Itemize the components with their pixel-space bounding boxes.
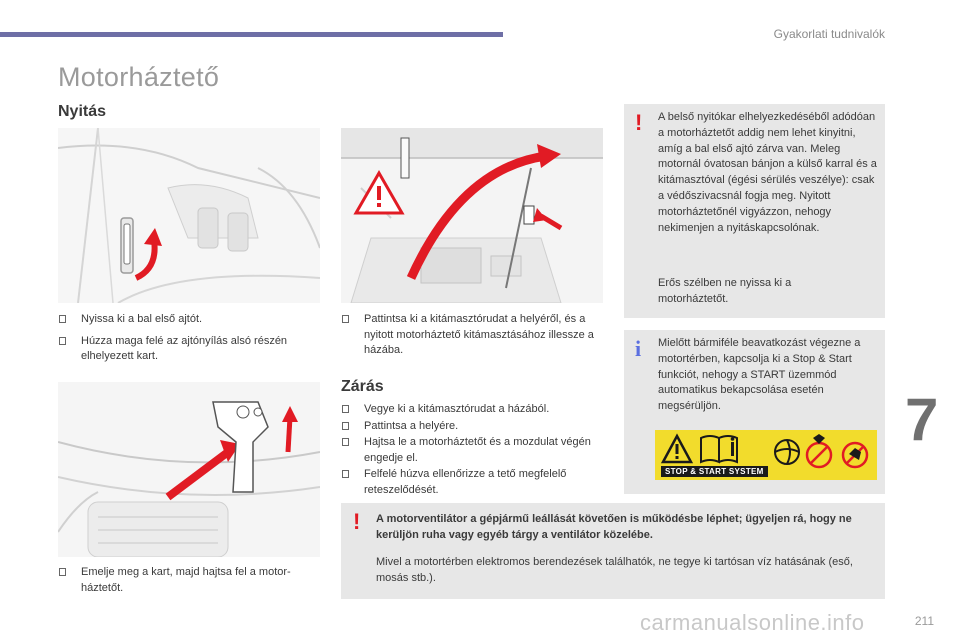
bullet-box-icon <box>342 470 349 478</box>
bottom-warning-bold: A motorventilátor a gépjármű leállását követően is működésbe léphet; ügyeljen rá, hogy ne kerüljön ruha vagy egyéb tárgy a ventilátor közelébe. <box>376 513 852 541</box>
page-title: Motorháztető <box>58 62 220 92</box>
list-item: Pattintsa ki a kitámasztórudat a helyéről, és a nyitott motorháztető kitámasztásához illessze a házába. <box>341 312 603 359</box>
list-item: Pattintsa a helyére. <box>341 419 603 435</box>
info-text: Mielőtt bármiféle beavatkozást végezne a motortérben, kapcsolja ki a Stop & Start funkciót, nehogy a START üzemmód automatikus bekapcsolása esetén megsérüljön. <box>658 337 861 413</box>
no-touch-icon <box>807 434 831 467</box>
stop-start-sticker <box>655 430 877 480</box>
opening-steps-left <box>58 312 320 371</box>
opening-heading: Nyitás <box>58 103 107 120</box>
warning-paragraph-2: Erős szélben ne nyissa ki a motorháztetőt. <box>658 277 792 305</box>
bottom-warning-text: Mivel a motortérben elektromos berendezések találhatók, ne tegye ki tartósan víz hatásának (eső, mosás stb.). <box>376 556 853 584</box>
bottom-warning-box <box>341 503 885 599</box>
bullet-box-icon <box>59 568 66 576</box>
list-item: Hajtsa le a motorháztetőt és a mozdulat végén engedje el. <box>341 435 603 466</box>
watermark: carmanualsonline.info <box>640 610 865 635</box>
bullet-box-icon <box>342 315 349 323</box>
page-number: 211 <box>914 614 934 628</box>
bullet-box-icon <box>59 315 66 323</box>
manual-book-icon <box>701 436 719 462</box>
illustration-exterior-lever <box>58 382 320 557</box>
opening-steps-left-2 <box>58 565 320 602</box>
no-hand-icon <box>843 443 867 467</box>
header-accent-bar <box>0 32 503 37</box>
section-label: Gyakorlati tudnivalók <box>773 27 885 41</box>
list-item: Vegye ki a kitámasztórudat a házából. <box>341 402 603 418</box>
opening-steps-mid <box>341 312 603 365</box>
list-item: Nyissa ki a bal első ajtót. <box>58 312 320 328</box>
list-item: Húzza maga felé az ajtónyílás alsó részén elhelyezett kart. <box>58 334 320 365</box>
bullet-box-icon <box>59 337 66 345</box>
bullet-box-icon <box>342 422 349 430</box>
illustration-interior-lever <box>58 128 320 303</box>
bullet-box-icon <box>342 438 349 446</box>
illustration-prop-rod <box>341 128 603 303</box>
list-item: Felfelé húzva ellenőrizze a tető megfelelő reteszelődését. <box>341 467 603 498</box>
warning-box <box>624 104 885 318</box>
closing-heading: Zárás <box>341 378 384 395</box>
closing-steps <box>341 402 603 499</box>
exclamation-icon: ! <box>353 509 361 534</box>
info-icon: i <box>635 336 642 361</box>
chapter-number: 7 <box>905 386 939 453</box>
list-item: Emelje meg a kart, majd hajtsa fel a motor-háztetőt. <box>58 565 320 596</box>
stop-start-label: STOP & START SYSTEM <box>661 466 768 477</box>
bullet-box-icon <box>342 405 349 413</box>
warning-paragraph-1: A belső nyitókar elhelyezkedéséből adódóan a motorháztetőt addig nem lehet kinyitni, amíg a bal első ajtó zárva van. Meleg motornál óvatosan bánjon a külső karral és a kitámasztóval (égési sérülés veszélye): csak a védőszivacsnál fogja meg. Nyitott motorháztetőnél vigyázzon, nehogy nekimenjen a nyitáskapcsolónak. <box>658 111 877 234</box>
fan-icon <box>775 440 799 464</box>
exclamation-icon: ! <box>635 110 643 135</box>
